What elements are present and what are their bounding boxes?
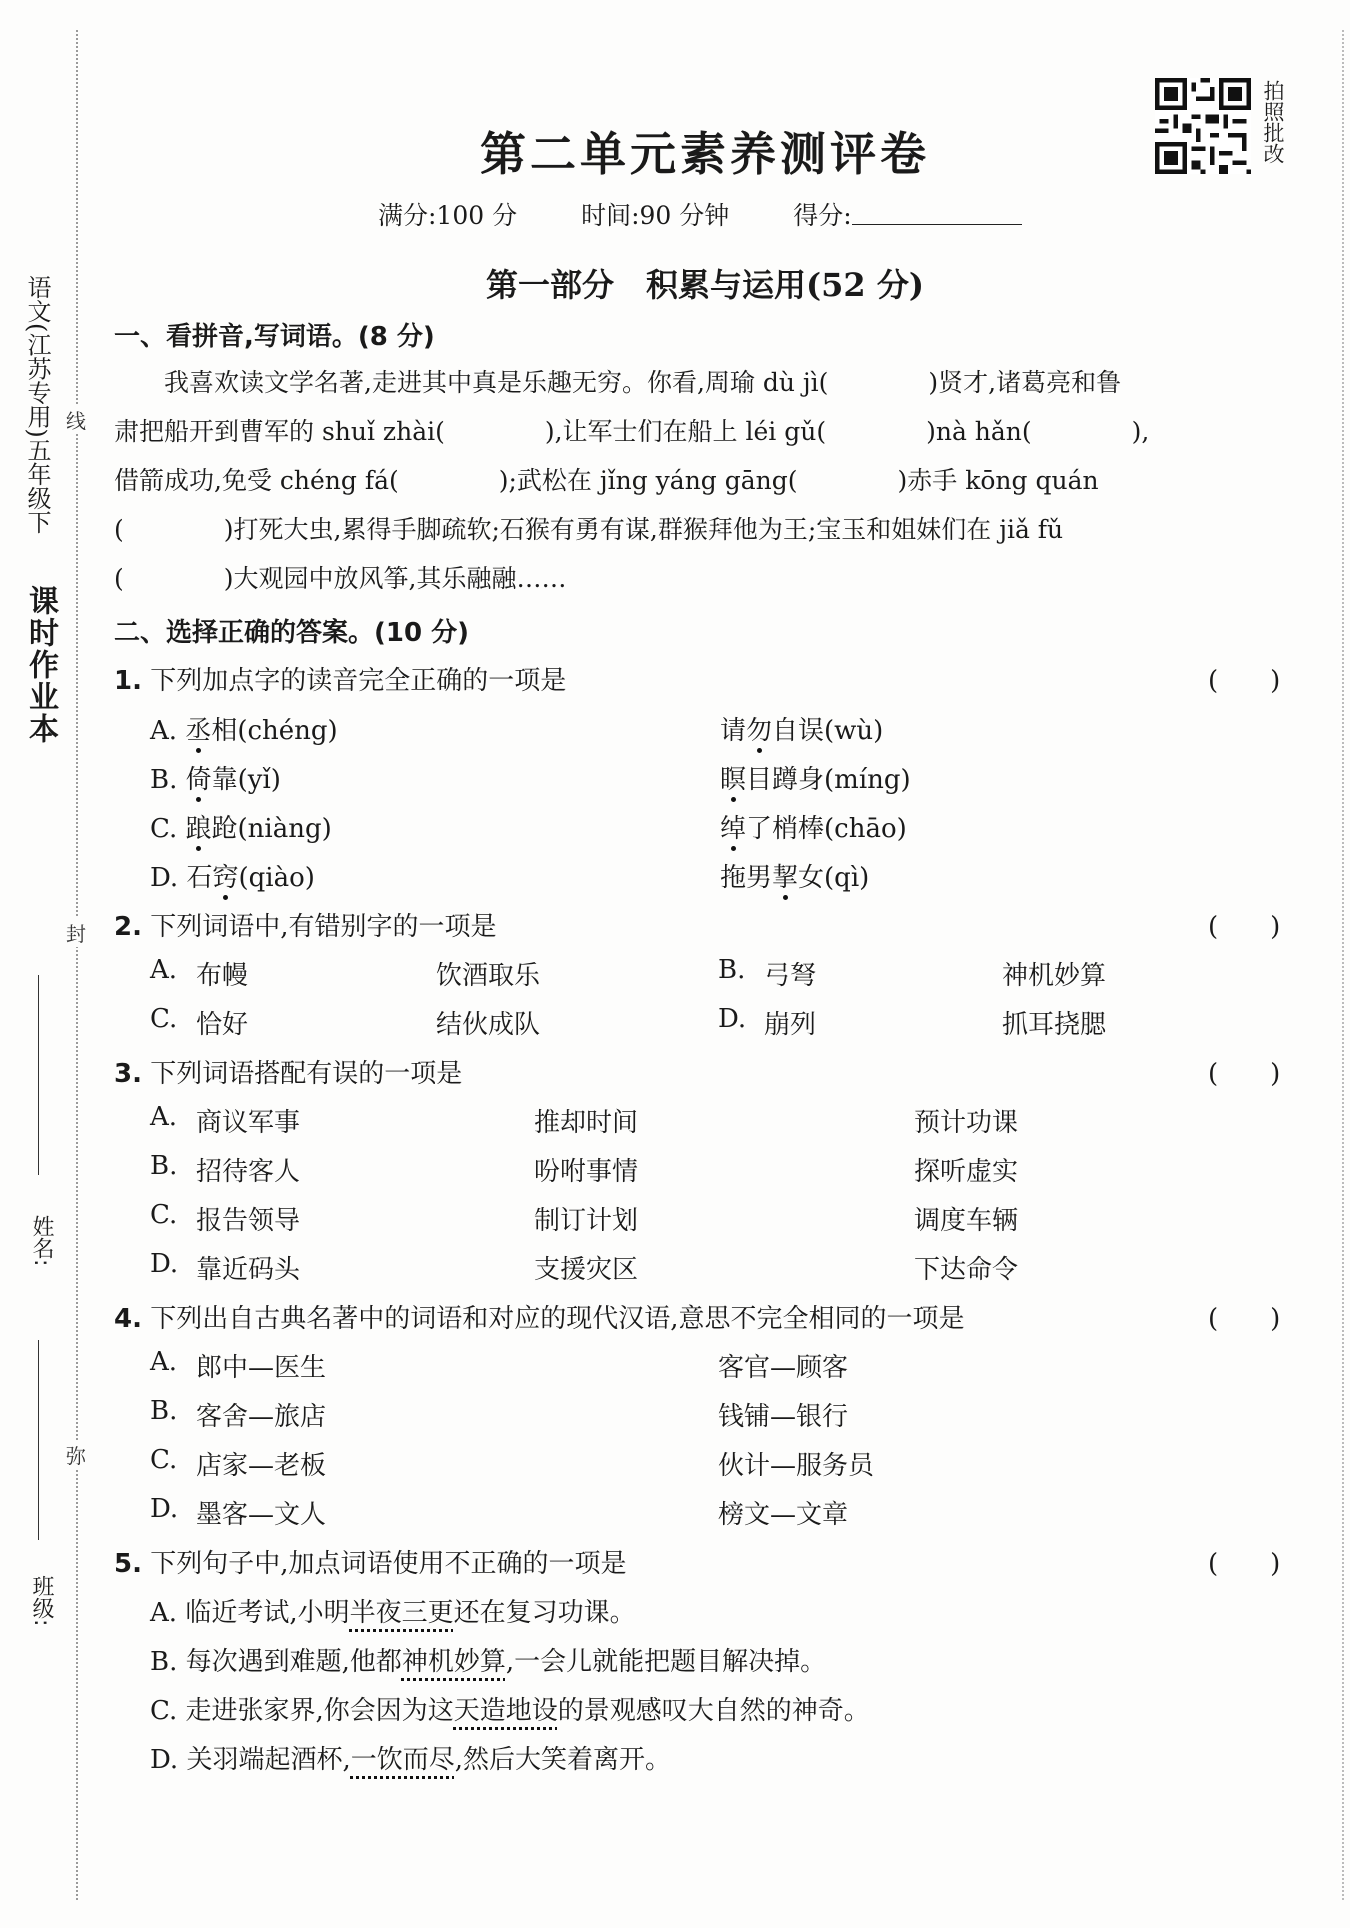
q3-label-a: A. [150, 1102, 178, 1132]
q4-c-pair1: 店家—老板 [196, 1451, 327, 1481]
name-line [38, 975, 39, 1175]
q2-label-b: B. [718, 955, 746, 985]
q1-option-c-right: 绰了梢棒(chāo) [720, 808, 907, 845]
q1-option-a-left: A. 丞相(chéng) [150, 710, 338, 747]
answer-paren-4[interactable]: ( ) [1208, 1304, 1281, 1334]
q3-a-word3: 预计功课 [914, 1108, 1019, 1138]
q2-b-word2: 神机妙算 [1002, 961, 1107, 991]
series-brand: 课时作业本 [23, 585, 58, 745]
score-blank[interactable] [852, 196, 1022, 225]
answer-paren-3[interactable]: ( ) [1208, 1059, 1281, 1089]
question-3-stem: 3. 下列词语搭配有误的一项是 [114, 1059, 463, 1089]
q4-d-pair2: 榜文—文章 [718, 1500, 849, 1530]
q2-label-d: D. [718, 1004, 747, 1034]
q2-d-word1: 崩列 [764, 1010, 817, 1040]
q3-b-word1: 招待客人 [196, 1157, 301, 1187]
q2-d-word2: 抓耳挠腮 [1002, 1010, 1107, 1040]
passage-line-2: 肃把船开到曹军的 shuǐ zhài( ),让军士们在船上 léi gǔ( )nà hǎn( ), [114, 417, 1150, 446]
q1-option-d-left: D. 石窍(qiào) [150, 857, 315, 894]
q4-label-c: C. [150, 1445, 178, 1475]
q4-label-b: B. [150, 1396, 178, 1426]
answer-paren-2[interactable]: ( ) [1208, 912, 1281, 942]
q2-a-word1: 布幔 [196, 961, 249, 991]
qr-label: 拍照批改 [1261, 80, 1285, 164]
passage-line-1: 我喜欢读文学名著,走进其中真是乐趣无穷。你看,周瑜 dù jì( )贤才,诸葛亮和鲁 [164, 368, 1122, 397]
q3-d-word1: 靠近码头 [196, 1255, 301, 1285]
q3-label-b: B. [150, 1151, 178, 1181]
q1-option-b-right: 瞑目蹲身(míng) [720, 759, 911, 796]
q2-c-word2: 结伙成队 [436, 1010, 541, 1040]
q3-c-word1: 报告领导 [196, 1206, 301, 1236]
q4-c-pair2: 伙计—服务员 [718, 1451, 875, 1481]
q2-label-c: C. [150, 1004, 178, 1034]
question-1-stem: 1. 下列加点字的读音完全正确的一项是 [114, 666, 567, 696]
q3-b-word3: 探听虚实 [914, 1157, 1019, 1187]
page-title: 第二单元素养测评卷 [480, 127, 930, 181]
class-field-label: 班级: [29, 1575, 54, 1627]
name-field-label: 姓名: [29, 1215, 54, 1267]
qr-code-icon[interactable] [1155, 78, 1251, 174]
answer-paren-1[interactable]: ( ) [1208, 666, 1281, 696]
q2-a-word2: 饮酒取乐 [436, 961, 541, 991]
q3-c-word2: 制订计划 [534, 1206, 639, 1236]
full-score: 满分:100 分 [378, 201, 518, 230]
question-4-stem: 4. 下列出自古典名著中的词语和对应的现代汉语,意思不完全相同的一项是 [114, 1304, 965, 1334]
exam-meta [378, 196, 1022, 232]
right-dotted-edge [1342, 30, 1344, 1900]
passage-line-5: ( )大观园中放风筝,其乐融融…… [114, 564, 567, 593]
part-title: 第一部分 积累与运用(52 分) [486, 266, 924, 304]
q3-c-word3: 调度车辆 [914, 1206, 1019, 1236]
time-limit: 时间:90 分钟 [581, 201, 730, 230]
q3-a-word1: 商议军事 [196, 1108, 301, 1138]
binding-dotted-line [76, 30, 78, 1900]
q5-option-c: C. 走进张家界,你会因为这天造地设的景观感叹大自然的神奇。 [150, 1696, 870, 1726]
section1-heading: 一、看拼音,写词语。(8 分) [114, 322, 435, 352]
q4-a-pair1: 郎中—医生 [196, 1353, 327, 1383]
answer-paren-5[interactable]: ( ) [1208, 1549, 1281, 1579]
q3-label-c: C. [150, 1200, 178, 1230]
q3-b-word2: 吩咐事情 [534, 1157, 639, 1187]
q2-label-a: A. [150, 955, 178, 985]
q5-option-b: B. 每次遇到难题,他都神机妙算,一会儿就能把题目解决掉。 [150, 1647, 827, 1677]
q4-b-pair2: 钱铺—银行 [718, 1402, 849, 1432]
passage-line-4: ( )打死大虫,累得手脚疏软;石猴有勇有谋,群猴拜他为王;宝玉和姐妹们在 jiǎ fǔ [114, 515, 1064, 544]
book-label: 语文(江苏专用)五年级下 [23, 275, 51, 534]
q1-option-c-left: C. 踉跄(niàng) [150, 808, 332, 845]
q3-label-d: D. [150, 1249, 179, 1279]
q4-b-pair1: 客舍—旅店 [196, 1402, 327, 1432]
class-line [38, 1340, 39, 1540]
passage-line-3: 借箭成功,免受 chéng fá( );武松在 jǐng yáng gāng( )赤手 kōng quán [114, 466, 1099, 495]
seal-mark-line: 线 [66, 405, 86, 434]
question-2-stem: 2. 下列词语中,有错别字的一项是 [114, 912, 497, 942]
section2-heading: 二、选择正确的答案。(10 分) [114, 618, 469, 648]
q4-label-a: A. [150, 1347, 178, 1377]
seal-mark-mi: 弥 [66, 1440, 86, 1469]
q1-option-b-left: B. 倚靠(yǐ) [150, 759, 281, 796]
q1-option-d-right: 拖男挈女(qì) [720, 857, 869, 894]
q5-option-a: A. 临近考试,小明半夜三更还在复习功课。 [150, 1598, 636, 1628]
section1-passage [114, 358, 1294, 603]
q2-c-word1: 恰好 [196, 1010, 249, 1040]
q1-option-a-right: 请勿自误(wù) [720, 710, 883, 747]
q4-label-d: D. [150, 1494, 179, 1524]
q2-b-word1: 弓弩 [764, 961, 817, 991]
seal-mark-seal: 封 [66, 918, 86, 947]
q4-a-pair2: 客官—顾客 [718, 1353, 849, 1383]
q5-option-d: D. 关羽端起酒杯,一饮而尽,然后大笑着离开。 [150, 1745, 671, 1775]
score-label: 得分: [793, 201, 852, 230]
question-5-stem: 5. 下列句子中,加点词语使用不正确的一项是 [114, 1549, 627, 1579]
q3-d-word2: 支援灾区 [534, 1255, 639, 1285]
q4-d-pair1: 墨客—文人 [196, 1500, 327, 1530]
q3-d-word3: 下达命令 [914, 1255, 1019, 1285]
q3-a-word2: 推却时间 [534, 1108, 639, 1138]
